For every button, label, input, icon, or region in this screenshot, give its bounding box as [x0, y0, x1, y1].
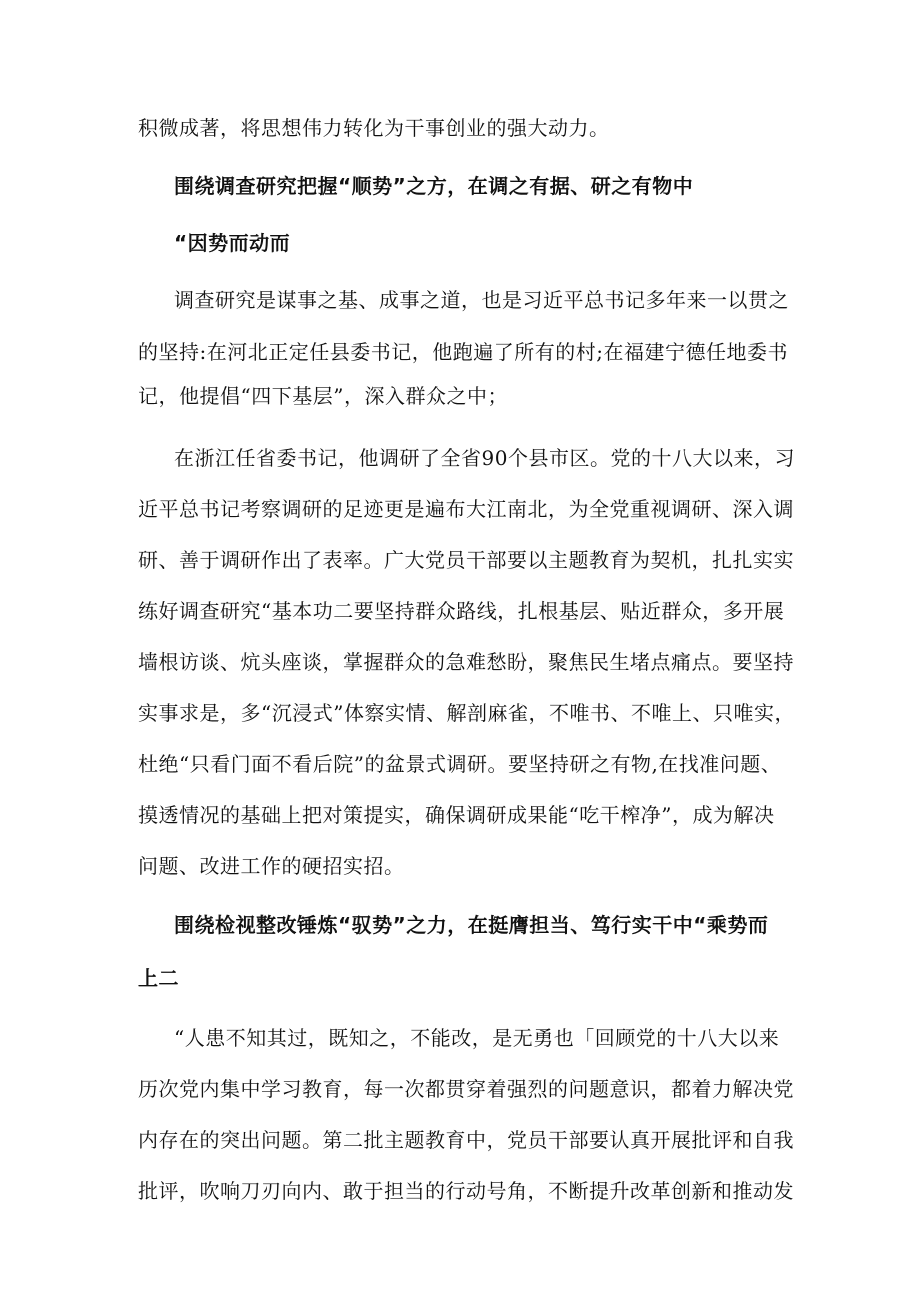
paragraph-line: 调查研究是谋事之基、成事之道，也是习近平总书记多年来一以贯之 — [174, 288, 789, 312]
paragraph-line: 的坚持:在河北正定任县委书记，他跑遍了所有的村;在福建宁德任地委书 — [138, 340, 788, 364]
paragraph-line: 研、善于调研作出了表率。广大党员干部要以主题教育为契机，扎扎实实 — [138, 548, 794, 572]
section-heading-line: 围绕调查研究把握“顺势”之方，在调之有据、研之有物中 — [174, 174, 694, 198]
paragraph-line: 练好调查研究“基本功二要坚持群众路线，扎根基层、贴近群众，多开展 — [138, 599, 785, 623]
paragraph-line: 实事求是，多“沉浸式”体察实情、解剖麻雀，不唯书、不唯上、只唯实， — [138, 701, 795, 725]
paragraph-line: 摸透情况的基础上把对策提实，确保调研成果能“吃干榨净”，成为解决 — [138, 803, 775, 827]
paragraph-line: 记，他提倡“四下基层”，深入群众之中； — [138, 384, 508, 408]
section-heading-line: “因势而动而 — [174, 231, 291, 255]
paragraph-line: “人患不知其过，既知之，不能改，是无勇也「回顾党的十八大以来 — [174, 1026, 780, 1050]
paragraph-line: 近平总书记考察调研的足迹更是遍布大江南北，为全党重视调研、深入调 — [138, 497, 794, 521]
paragraph-line: 墙根访谈、炕头座谈，掌握群众的急难愁盼，聚焦民生堵点痛点。要坚持 — [138, 650, 794, 674]
paragraph-line: 问题、改进工作的硬招实招。 — [138, 854, 405, 878]
paragraph-line: 批评，吹响刀刃向内、敢于担当的行动号角，不断提升改革创新和推动发 — [138, 1179, 794, 1203]
paragraph-line: 内存在的突出问题。第二批主题教育中，党员干部要认真开展批评和自我 — [138, 1128, 794, 1152]
paragraph-line: 积微成著，将思想伟力转化为干事创业的强大动力。 — [138, 116, 610, 140]
section-heading-line: 上二 — [138, 966, 179, 990]
paragraph-line: 历次党内集中学习教育，每一次都贯穿着强烈的问题意识，都着力解决党 — [138, 1077, 794, 1101]
section-heading-line: 围绕检视整改锤炼“驭势”之力，在挺膺担当、笃行实干中“乘势而 — [174, 913, 769, 937]
paragraph-line: 杜绝“只看门面不看后院”的盆景式调研。要坚持研之有物,在找准问题、 — [138, 752, 782, 776]
paragraph-line: 在浙江任省委书记，他调研了全省90个县市区。党的十八大以来，习 — [174, 446, 795, 470]
